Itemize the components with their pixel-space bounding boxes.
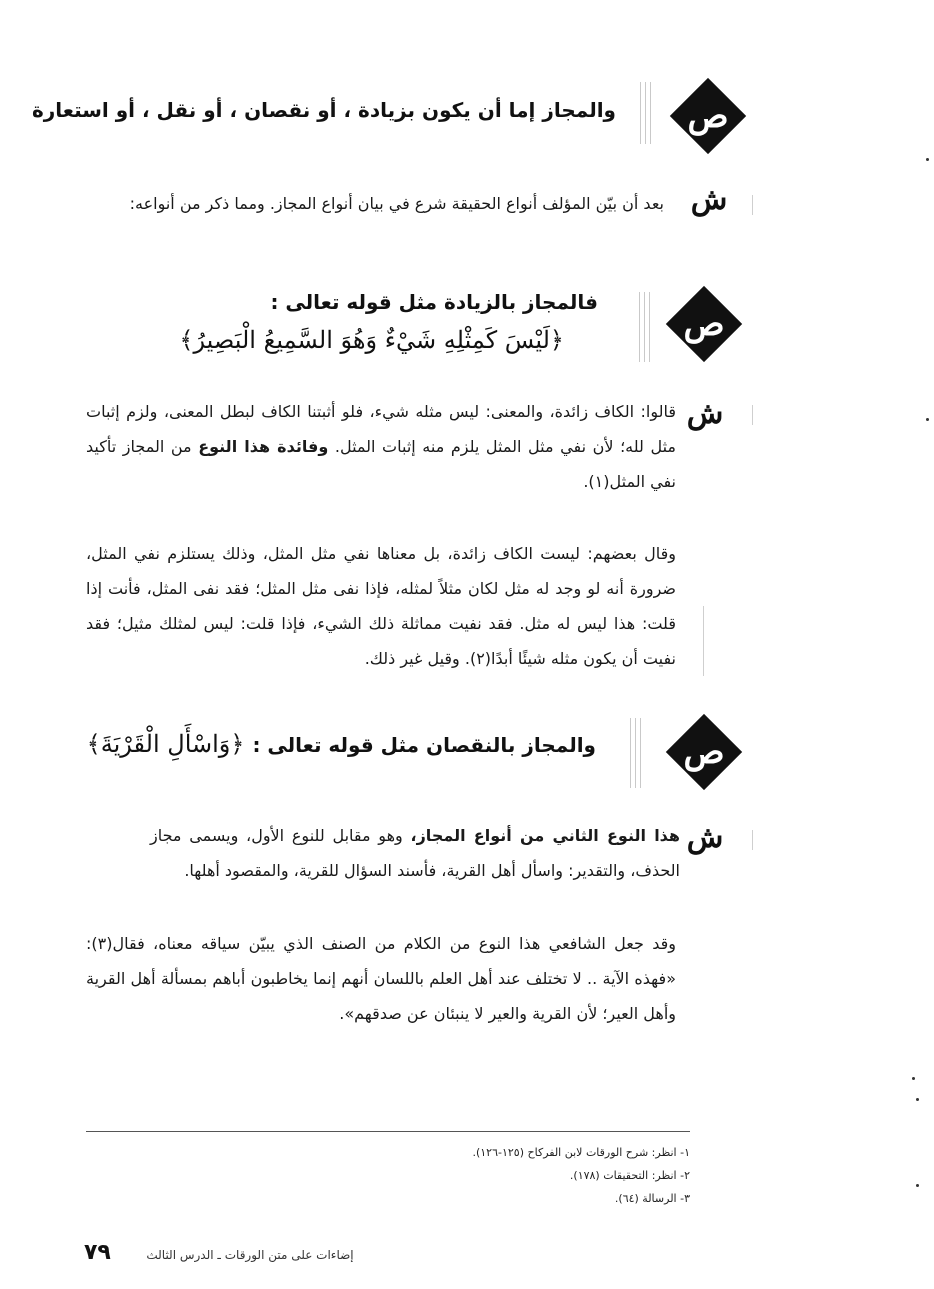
sharh-paragraph-4: وقد جعل الشافعي هذا النوع من الكلام من الصنف الذي يبيّن سياقه معناه، فقال(٣): «فهذه الآية .. لا تختلف عند أهل العلم باللسان أنهم إنما يخاطبون أباهم بمسألة أهل القرية وأهل العير؛ لأن القرية والعير لا ينبئان عن صدقهم».: [86, 934, 676, 1023]
margin-rule: [752, 830, 753, 850]
sharh-paragraph-3: هذا النوع الثاني من أنواع المجاز، وهو مقابل للنوع الأول، ويسمى مجاز الحذف، والتقدير: واسأل أهل القرية، فأسند السؤال للقرية، والمقصود أهلها.: [150, 826, 681, 880]
margin-rule: [752, 405, 753, 425]
quran-verse: ﴿وَاسْأَلِ الْقَرْيَةَ﴾: [86, 730, 245, 758]
scan-speck: [912, 1077, 915, 1080]
footnote-3: ٣- الرسالة (٦٤).: [614, 1192, 690, 1205]
margin-rule: [636, 292, 654, 362]
sharh-marker-icon: ش: [690, 182, 728, 217]
footnote-separator: [86, 1131, 690, 1132]
margin-rule: [752, 195, 753, 215]
scan-speck: [916, 1098, 919, 1101]
sharh-paragraph-2: وقال بعضهم: ليست الكاف زائدة، بل معناها نفي مثل المثل، وذلك يستلزم نفي المثل، ضرورة أنه لو وجد له مثل لكان مثلاً لمثله، فإذا نفى مثل المثل؛ فقد نفى المثل، فأنت إذا قلت: هذا ليس له مثل. فقد نفيت مماثلة ذلك الشيء، فإذا قلت: ليس لمثلك مثيل؛ فقد نفيت أن يكون مثله شيئًا أبدًا(٢). وقيل غير ذلك.: [86, 544, 676, 668]
running-footer-title: إضاءات على متن الورقات ـ الدرس الثالث: [146, 1248, 354, 1262]
sharh-marker-icon: ش: [686, 396, 724, 431]
matn-heading-1: والمجاز إما أن يكون بزيادة ، أو نقصان ، أو نقل ، أو استعارة: [31, 98, 616, 122]
matn-marker-icon: ص: [664, 284, 744, 364]
footnote-2: ٢- انظر: التحقيقات (١٧٨).: [569, 1169, 690, 1182]
scan-speck: [916, 1184, 919, 1187]
page-number: ٧٩: [84, 1240, 111, 1265]
sharh-marker-icon: ش: [686, 820, 724, 855]
matn-heading-3: والمجاز بالنقصان مثل قوله تعالى : ﴿وَاسْأَلِ الْقَرْيَةَ﴾: [86, 730, 596, 758]
matn-marker-icon: ص: [668, 76, 748, 156]
quran-verse: ﴿لَيْسَ كَمِثْلِهِ شَيْءٌ وَهُوَ السَّمِيعُ الْبَصِيرُ﴾: [179, 326, 564, 354]
margin-rule: [627, 718, 645, 788]
footnotes: [300, 1141, 690, 1210]
margin-rule: [703, 606, 704, 676]
sharh-intro-text: بعد أن بيّن المؤلف أنواع الحقيقة شرع في بيان أنواع المجاز. ومما ذكر من أنواعه:: [129, 194, 664, 213]
footnote-1: ١- انظر: شرح الورقات لابن الفركاح (١٢٥-١٢٦).: [472, 1146, 690, 1159]
matn-marker-icon: ص: [664, 712, 744, 792]
scan-speck: [926, 158, 929, 161]
scan-speck: [926, 418, 929, 421]
margin-rule: [637, 82, 655, 144]
matn-heading-2: فالمجاز بالزيادة مثل قوله تعالى :: [270, 290, 598, 314]
sharh-paragraph-1: قالوا: الكاف زائدة، والمعنى: ليس مثله شيء، فلو أثبتنا الكاف لبطل المعنى، ولزم إثبات مثل لله؛ لأن نفي مثل المثل يلزم منه إثبات المثل. وفائدة هذا النوع من المجاز تأكيد نفي المثل(١).: [86, 402, 676, 491]
